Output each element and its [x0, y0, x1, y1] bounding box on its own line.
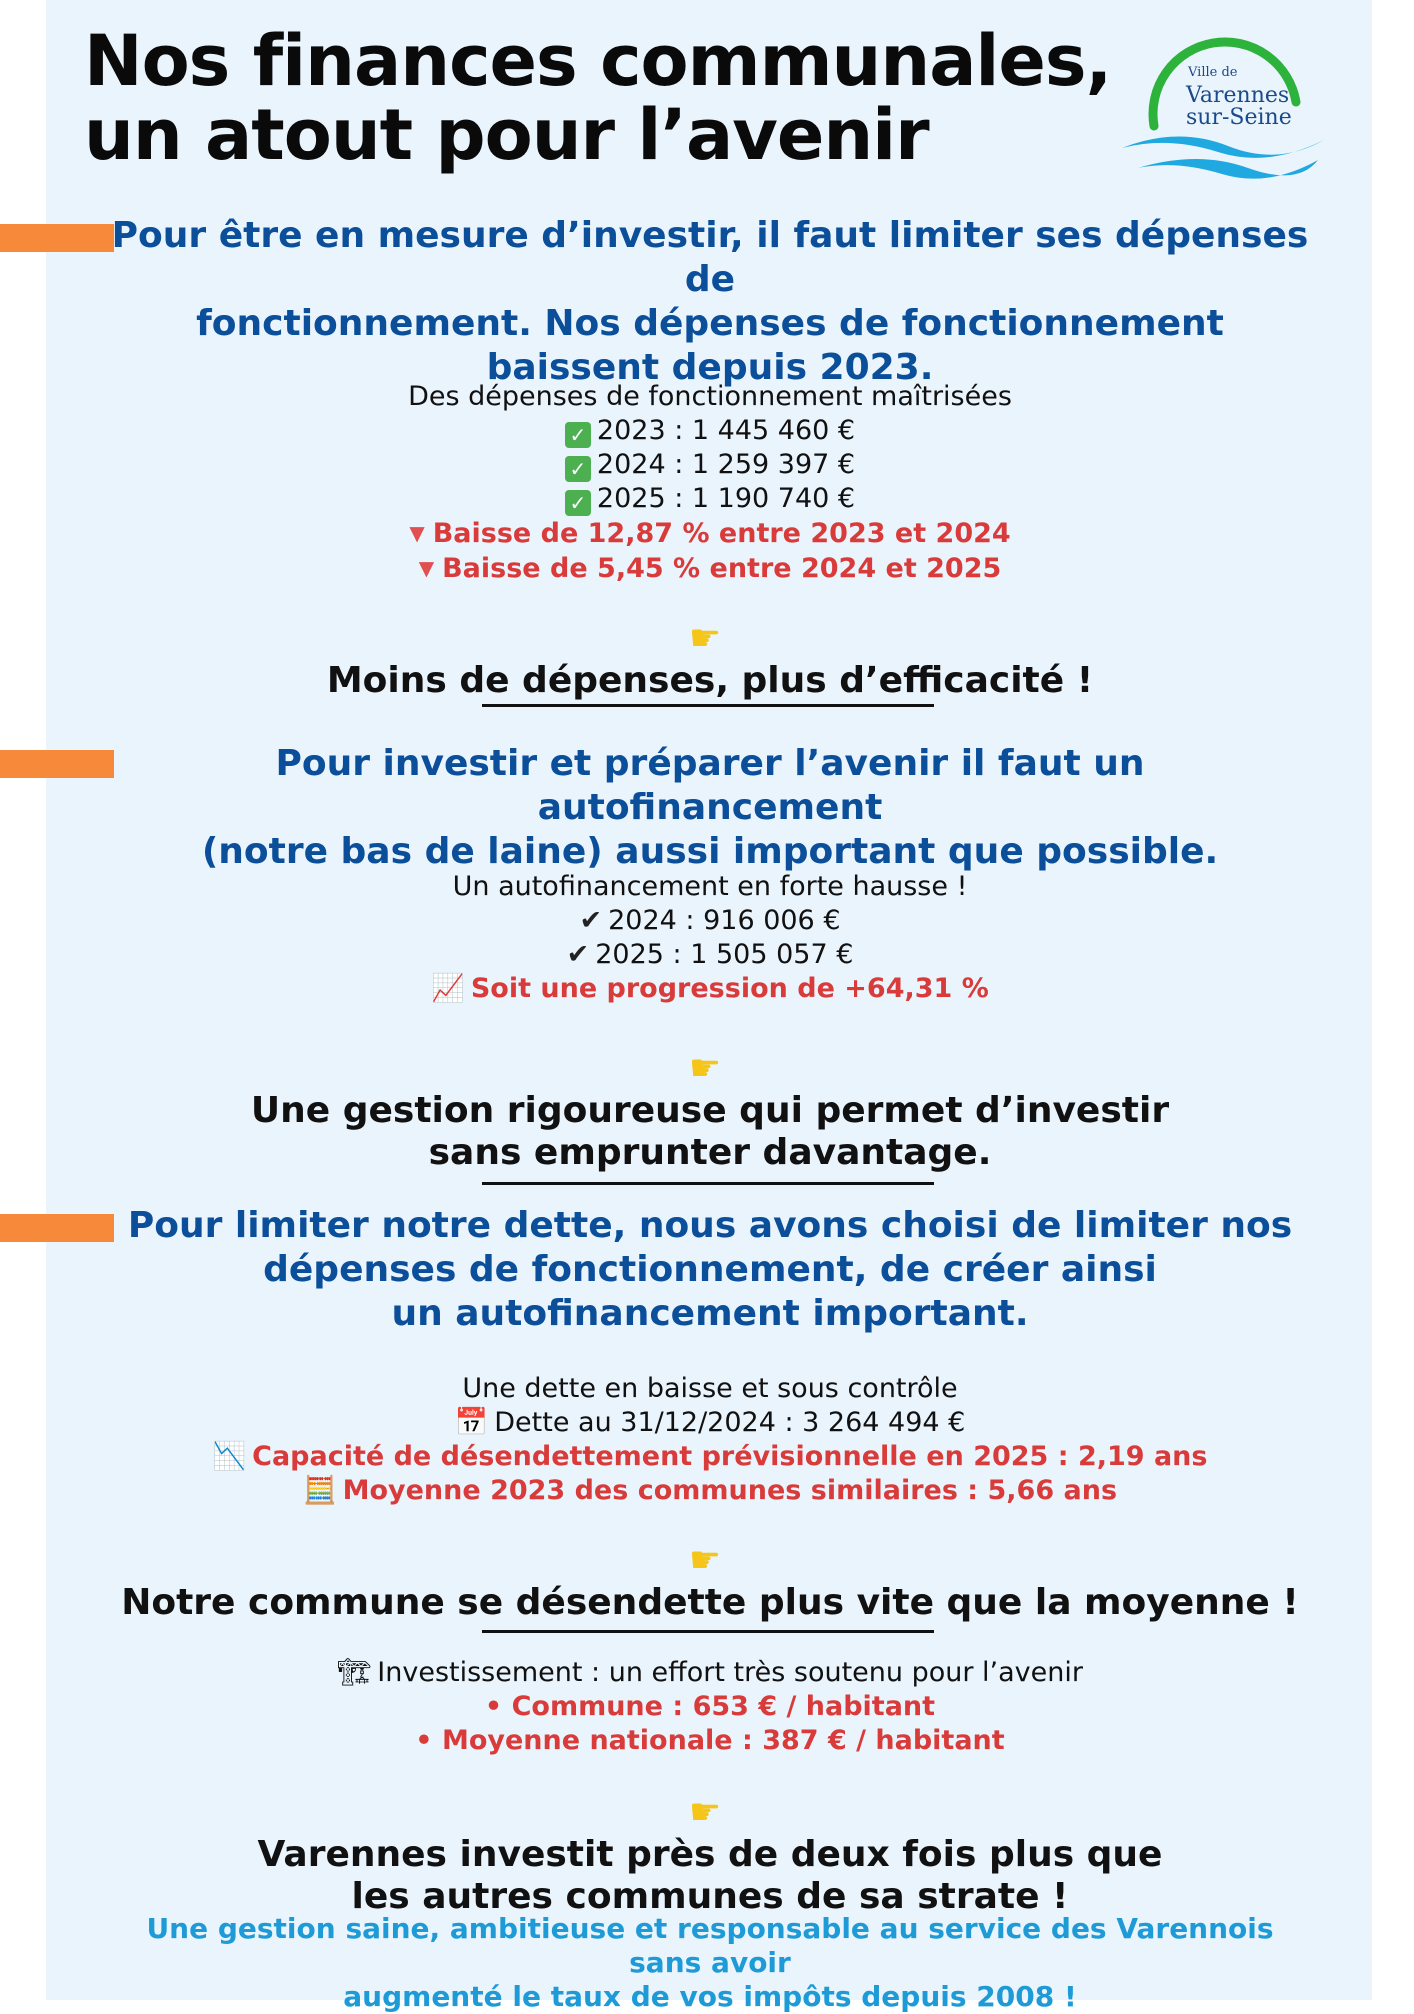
list-item: ✓ 2025 : 1 190 740 € [110, 482, 1310, 516]
divider [482, 704, 934, 707]
conclusion: ☛ Notre commune se désendette plus vite que la moyenne ! [110, 1540, 1310, 1624]
check-mark-icon: ✔ [566, 939, 590, 970]
investment-figures [110, 1656, 1310, 1758]
list-item: ✓ 2024 : 1 259 397 € [110, 448, 1310, 482]
highlight-item: ▼ Baisse de 12,87 % entre 2023 et 2024 [409, 518, 1011, 549]
abacus-icon: 🧮 [302, 1475, 337, 1506]
crane-icon: 🏗 [337, 1657, 372, 1688]
check-box-icon: ✓ [565, 456, 591, 482]
list-item: ✔ 2025 : 1 505 057 € [566, 939, 854, 970]
conclusion: ☛ Moins de dépenses, plus d’efficacité ! [110, 618, 1310, 702]
accent-bar [0, 750, 114, 778]
highlight-item: 📈 Soit une progression de +64,31 % [431, 973, 989, 1004]
list-item: ✔ 2024 : 916 006 € [579, 905, 841, 936]
section-heading-self-financing: Pour investir et préparer l’avenir il faut un autofinancement (notre bas de laine) aussi important que possible. [201, 743, 1219, 872]
divider [482, 1182, 934, 1185]
check-box-icon: ✓ [565, 422, 591, 448]
svg-text:Ville de: Ville de [1188, 65, 1238, 80]
pointing-hand-icon: ☛ [688, 618, 722, 659]
self-financing-figures: Un autofinancement en forte hausse ! ✔ 2024 : 916 006 € ✔ 2025 : 1 505 057 € 📈 Soit une progression de +64,31 % [110, 870, 1310, 1006]
calendar-icon: 📅 [454, 1407, 489, 1438]
footer-statement: Une gestion saine, ambitieuse et responsable au service des Varennois sans avoir augmenté le taux de vos impôts depuis 2008 ! [146, 1912, 1274, 2013]
down-triangle-icon: ▼ [418, 556, 435, 580]
pointing-hand-icon: ☛ [688, 1540, 722, 1581]
list-item: 📅 Dette au 31/12/2024 : 3 264 494 € [454, 1407, 966, 1438]
accent-bar [0, 1214, 114, 1242]
check-mark-icon: ✔ [579, 905, 603, 936]
list-item: ✓ 2023 : 1 445 460 € [110, 414, 1310, 448]
check-box-icon: ✓ [565, 490, 591, 516]
svg-text:Varennes: Varennes [1186, 83, 1290, 108]
varennes-logo [1118, 30, 1330, 190]
highlight-item: 📉 Capacité de désendettement prévisionnelle en 2025 : 2,19 ans [212, 1441, 1208, 1472]
conclusion: ☛ Varennes investit près de deux fois plus que les autres communes de sa strate ! [110, 1792, 1310, 1918]
section-heading-debt: Pour limiter notre dette, nous avons choisi de limiter nos dépenses de fonctionnement, de créer ainsi un autofinancement important. [127, 1205, 1293, 1334]
page-title: Nos finances communales, un atout pour l’avenir [84, 20, 1112, 176]
conclusion: ☛ Une gestion rigoureuse qui permet d’investir sans emprunter davantage. [110, 1048, 1310, 1174]
pointing-hand-icon: ☛ [688, 1792, 722, 1833]
operating-expenses-figures: Des dépenses de fonctionnement maîtrisées ✓ 2023 : 1 445 460 € ✓ 2024 : 1 259 397 € ✓ 2025 : 1 190 740 € ▼ Baisse de 12,87 % entre 2023 et 2024 ▼ Baisse de 5,45 % entre 2024 et 2025 [110, 380, 1310, 586]
section-heading-operating-expenses: Pour être en mesure d’investir, il faut limiter ses dépenses de fonctionnement. Nos dépenses de fonctionnement baissent depuis 2023. [111, 215, 1309, 388]
pointing-hand-icon: ☛ [688, 1048, 722, 1089]
down-triangle-icon: ▼ [409, 521, 425, 545]
debt-figures: Une dette en baisse et sous contrôle 📅 Dette au 31/12/2024 : 3 264 494 € 📉 Capacité de désendettement prévisionnelle en 2025 : 2,19 ans 🧮 Moyenne 2023 des communes similaires : 5,66 ans [110, 1372, 1310, 1508]
highlight-item: ▼ Baisse de 5,45 % entre 2024 et 2025 [418, 553, 1002, 584]
highlight-item: • Commune : 653 € / habitant [484, 1691, 936, 1722]
svg-text:sur-Seine: sur-Seine [1186, 105, 1292, 130]
chart-up-icon: 📈 [431, 973, 465, 1004]
chart-down-icon: 📉 [212, 1441, 247, 1472]
accent-bar [0, 224, 114, 252]
list-item: 🏗 Investissement : un effort très soutenu pour l’avenir [337, 1657, 1083, 1688]
highlight-item: 🧮 Moyenne 2023 des communes similaires : 5,66 ans [302, 1475, 1118, 1506]
highlight-item: • Moyenne nationale : 387 € / habitant [415, 1725, 1005, 1756]
divider [482, 1630, 934, 1633]
